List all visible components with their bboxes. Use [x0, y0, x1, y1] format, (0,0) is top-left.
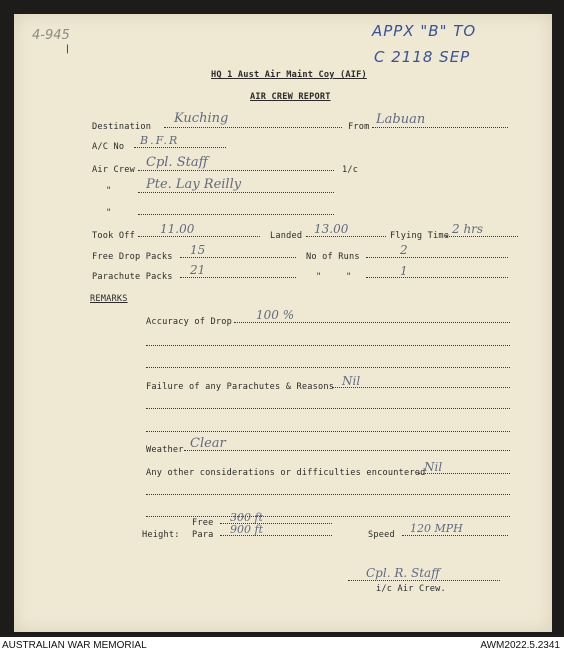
runs-line: [366, 256, 508, 258]
other-considerations-label: Any other considerations or difficulties encountered: [146, 468, 426, 478]
destination-line: [164, 126, 342, 128]
height-free-value: 300 ft: [230, 511, 263, 524]
height-label: Height:: [142, 530, 180, 540]
accuracy-value: 100 %: [256, 308, 295, 322]
flying-time-value: 2 hrs: [452, 222, 484, 236]
failure-label: Failure of any Parachutes & Reasons: [146, 382, 335, 392]
document-page: [14, 14, 552, 632]
archive-reference: AWM2022.5.2341: [480, 640, 560, 651]
speed-value: 120 MPH: [410, 522, 463, 535]
remarks-heading: REMARKS: [90, 294, 128, 304]
signature-caption: i/c Air Crew.: [376, 584, 446, 594]
flying-time-label: Flying Time: [390, 231, 450, 241]
unit-heading: HQ 1 Aust Air Maint Coy (AIF): [211, 70, 367, 80]
appendix-annotation-line1: APPX "B" TO: [372, 22, 477, 40]
remarks-line-3: [146, 407, 510, 409]
speed-label: Speed: [368, 530, 395, 540]
remarks-line-1: [146, 344, 510, 346]
free-drop-value: 15: [190, 243, 206, 257]
free-drop-label: Free Drop Packs: [92, 252, 173, 262]
remarks-line-5: [146, 493, 510, 495]
ac-number-value: B.F.R: [140, 134, 180, 147]
tookoff-line: [138, 235, 260, 237]
weather-label: Weather: [146, 445, 184, 455]
landed-label: Landed: [270, 231, 303, 241]
ac-number-label: A/C No: [92, 142, 125, 152]
aircrew-ic-label: 1/c: [342, 165, 359, 175]
landed-value: 13.00: [314, 222, 349, 236]
archive-name: AUSTRALIAN WAR MEMORIAL: [2, 640, 147, 651]
destination-label: Destination: [92, 122, 152, 132]
failure-value: Nil: [342, 374, 361, 388]
appendix-annotation-line2: C 2118 SEP: [374, 48, 471, 66]
parachute-packs-value: 21: [190, 263, 206, 277]
archive-footer: [0, 637, 564, 653]
aircrew-member-2: Pte. Lay Reilly: [146, 177, 242, 192]
height-free-label: Free: [192, 518, 214, 528]
pencil-mark: ❘: [64, 42, 71, 55]
aircrew-member-1: Cpl. Staff: [146, 155, 208, 170]
aircrew-label: Air Crew: [92, 165, 135, 175]
from-value: Labuan: [376, 112, 426, 127]
report-title: AIR CREW REPORT: [250, 92, 331, 102]
weather-value: Clear: [190, 436, 226, 451]
tookoff-value: 11.00: [160, 222, 195, 236]
ditto-mark-4: ": [346, 272, 352, 282]
other-considerations-value: Nil: [424, 460, 443, 474]
signature: Cpl. R. Staff: [366, 566, 440, 580]
destination-value: Kuching: [174, 111, 229, 126]
aircrew-line-3: [138, 213, 334, 215]
remarks-line-2: [146, 366, 510, 368]
remarks-line-4: [146, 430, 510, 432]
pencil-number: 4-945: [32, 28, 70, 43]
ditto-mark-3: ": [316, 272, 322, 282]
accuracy-label: Accuracy of Drop: [146, 317, 232, 327]
height-para-value: 900 ft: [230, 523, 263, 536]
ditto-mark-2: ": [106, 208, 112, 218]
tookoff-label: Took Off: [92, 231, 135, 241]
runs-label: No of Runs: [306, 252, 360, 262]
remarks-line-6: [146, 515, 510, 517]
ditto-mark-1: ": [106, 186, 112, 196]
from-label: From: [348, 122, 370, 132]
weather-line: [184, 449, 510, 451]
parachute-runs-line: [366, 276, 508, 278]
runs-value: 2: [400, 243, 408, 257]
parachute-runs-value: 1: [400, 264, 408, 278]
height-para-label: Para: [192, 530, 214, 540]
parachute-packs-label: Parachute Packs: [92, 272, 173, 282]
